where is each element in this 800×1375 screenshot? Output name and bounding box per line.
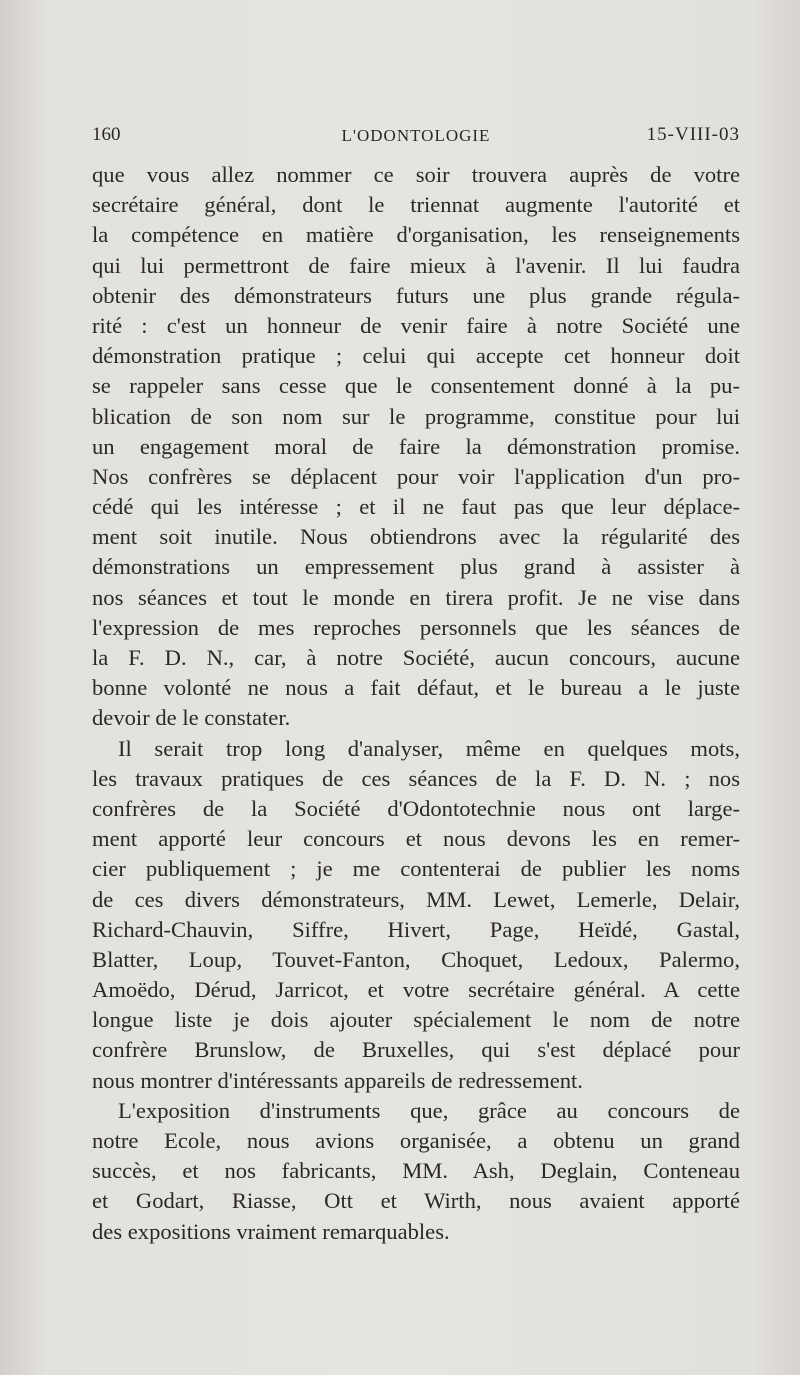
text-line: Blatter, Loup, Touvet-Fanton, Choquet, Ledoux, Palermo, [92,946,740,972]
text-line: que vous allez nommer ce soir trouvera auprès de votre [92,162,740,187]
text-line: un engagement moral de faire la démonstration promise. [92,433,740,459]
text-line: devoir de le constater. [92,705,291,731]
text-line: nous montrer d'intéressants appareils de redressement. [92,1067,583,1093]
text-line: longue liste je dois ajouter spécialement le nom de notre [92,1007,740,1033]
text-line: succès, et nos fabricants, MM. Ash, Deglain, Conteneau [92,1158,740,1184]
text-line: les travaux pratiques de ces séances de la F. D. N. ; nos [92,765,740,791]
text-line: des expositions vraiment remarquables. [92,1218,450,1244]
text-line: qui lui permettront de faire mieux à l'avenir. Il lui faudra [92,252,740,278]
text-line: Amoëdo, Dérud, Jarricot, et votre secrétaire général. A cette [92,977,740,1003]
text-line: cédé qui les intéresse ; et il ne faut pas que leur déplace- [92,494,740,520]
text-line: ment soit inutile. Nous obtiendrons avec la régularité des [92,524,740,550]
running-title: L'ODONTOLOGIE [341,126,491,145]
text-line: bonne volonté ne nous a fait défaut, et le bureau a le juste [92,675,740,701]
text-line: démonstrations un empressement plus grand à assister à [92,554,740,580]
text-line: nos séances et tout le monde en tirera profit. Je ne vise dans [92,584,740,610]
text-line: secrétaire général, dont le triennat augmente l'autorité et [92,192,740,218]
text-line: et Godart, Riasse, Ott et Wirth, nous avaient apporté [92,1188,740,1214]
text-line: rité : c'est un honneur de venir faire à notre Société une [92,312,740,338]
text-line: démonstration pratique ; celui qui accepte cet honneur doit [92,343,740,369]
text-line: Nos confrères se déplacent pour voir l'application d'un pro- [92,463,740,489]
text-line: cier publiquement ; je me contenterai de publier les noms [92,856,740,882]
text-line: confrères de la Société d'Odontotechnie nous ont large- [92,795,740,821]
page-number: 160 [92,124,121,145]
text-line: la F. D. N., car, à notre Société, aucun concours, aucune [92,645,740,670]
text-line: de ces divers démonstrateurs, MM. Lewet, Lemerle, Delair, [92,886,740,912]
text-line: l'expression de mes reproches personnels que les séances de [92,614,740,640]
text-line: obtenir des démonstrateurs futurs une plus grande régula- [92,282,740,308]
text-line: Il serait trop long d'analyser, même en quelques mots, [118,735,740,761]
running-header [92,124,740,150]
text-line: blication de son nom sur le programme, constitue pour lui [92,403,740,429]
text-line: L'exposition d'instruments que, grâce au concours de [118,1097,740,1123]
text-line: confrère Brunslow, de Bruxelles, qui s'est déplacé pour [92,1037,740,1063]
body-text [92,160,740,1247]
text-line: se rappeler sans cesse que le consentement donné à la pu- [92,373,740,399]
issue-date: 15-VIII-03 [646,124,740,145]
text-line: ment apporté leur concours et nous devons les en remer- [92,826,740,852]
text-line: Richard-Chauvin, Siffre, Hivert, Page, Heïdé, Gastal, [92,916,740,942]
text-line: notre Ecole, nous avions organisée, a obtenu un grand [92,1128,740,1153]
text-line: la compétence en matière d'organisation, les renseignements [92,222,740,248]
